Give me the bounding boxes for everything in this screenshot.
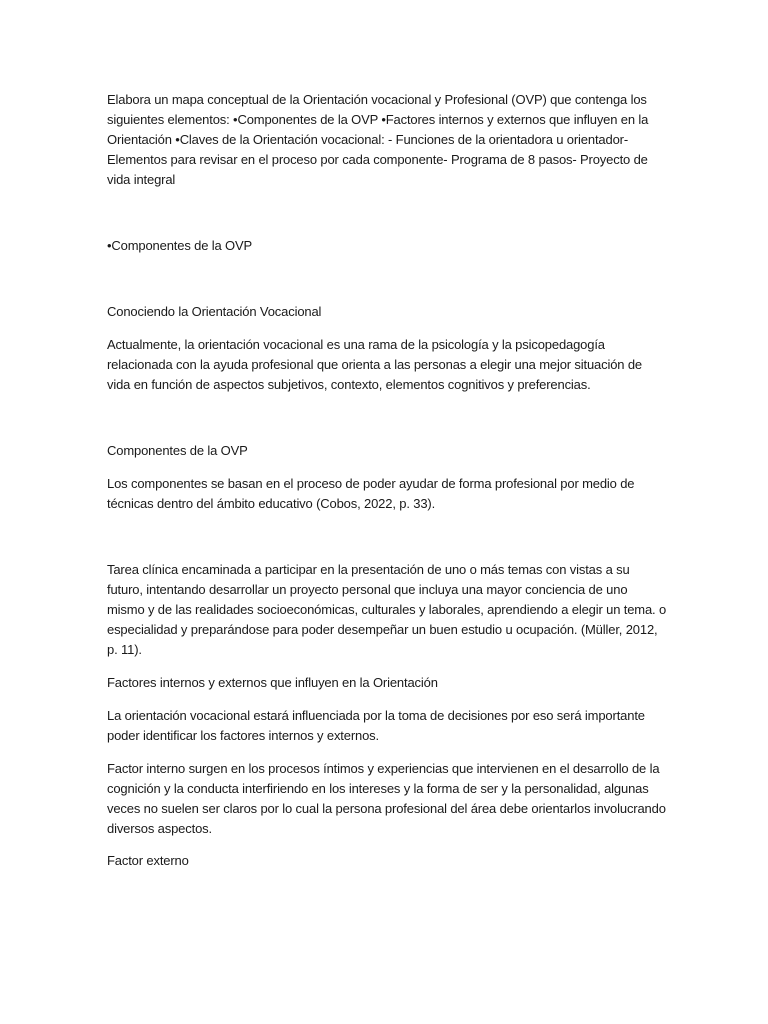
- heading-conociendo: Conociendo la Orientación Vocacional: [107, 304, 322, 319]
- paragraph-tarea: Tarea clínica encaminada a participar en la presentación de uno o más temas con vistas a su futuro, intentando desarrollar un proyecto personal que incluya una mayor conciencia de uno mismo y de las realidades socioeconómicas, culturales y laborales, aprendiendo a elegir un tema. o especialidad y preparándose para poder desempeñar un buen estudio u ocupación. (Müller, 2012, p. 11).: [107, 562, 667, 657]
- paragraph-factores: La orientación vocacional estará influenciada por la toma de decisiones por eso será importante poder identificar los factores internos y externos.: [107, 708, 645, 743]
- paragraph-actualmente: Actualmente, la orientación vocacional es una rama de la psicología y la psicopedagogía relacionada con la ayuda profesional que orienta a las personas a elegir una mejor situación de vida en función de aspectos subjetivos, contexto, elementos cognitivos y preferencias.: [107, 337, 642, 392]
- heading-componentes: Componentes de la OVP: [107, 443, 248, 458]
- bullet-heading: •Componentes de la OVP: [107, 238, 253, 253]
- paragraph-componentes: Los componentes se basan en el proceso de poder ayudar de forma profesional por medio de técnicas dentro del ámbito educativo (Cobos, 2022, p. 33).: [107, 476, 635, 511]
- intro-paragraph: Elabora un mapa conceptual de la Orientación vocacional y Profesional (OVP) que contenga los siguientes elementos: •Componentes de la OVP •Factores internos y externos que influyen en la Orientación •Claves de la Orientación vocacional: - Funciones de la orientadora u orientador- Elementos para revisar en el proceso por cada componente- Programa de 8 pasos- Proyecto de vida integral: [107, 92, 649, 187]
- heading-factores: Factores internos y externos que influyen en la Orientación: [107, 675, 438, 690]
- heading-factor-externo: Factor externo: [107, 853, 189, 868]
- paragraph-factor-interno: Factor interno surgen en los procesos íntimos y experiencias que intervienen en el desarrollo de la cognición y la conducta interfiriendo en los intereses y la forma de ser y la personalidad, algunas veces no suelen ser claros por lo cual la persona profesional del área debe orientarlos involucrando diversos aspectos.: [107, 761, 666, 836]
